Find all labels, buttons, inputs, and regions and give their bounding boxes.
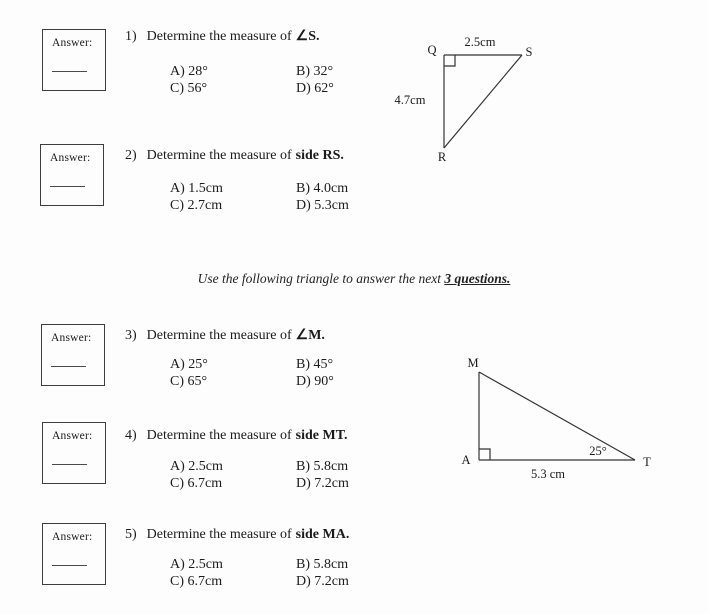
mat-vertex-m-label: M (467, 356, 479, 370)
qrs-vertex-s-label: S (525, 45, 533, 59)
option-q2-a: A) 1.5cm (170, 181, 223, 196)
question-1-target: ∠S. (295, 29, 320, 44)
qrs-left-side-label: 4.7cm (394, 93, 426, 107)
option-q4-a: A) 2.5cm (170, 459, 223, 474)
question-4-options (170, 459, 349, 492)
qrs-hypotenuse (444, 55, 522, 148)
option-q3-a: A) 25° (170, 357, 208, 372)
question-5-options (170, 557, 349, 590)
answer-box-q5 (42, 523, 106, 585)
question-2-text (125, 147, 344, 165)
answer-label: Answer: (51, 332, 92, 344)
question-1-text (125, 28, 320, 46)
answer-label: Answer: (52, 531, 93, 543)
section-instruction (0, 271, 708, 287)
qrs-vertex-r-label: R (437, 150, 447, 164)
answer-box-q1 (42, 29, 106, 91)
option-q3-b: B) 45° (296, 357, 334, 372)
triangle-mat-diagram (450, 352, 690, 482)
answer-box-q3 (41, 324, 105, 386)
option-q4-d: D) 7.2cm (296, 475, 349, 491)
mat-vertex-t-label: T (643, 455, 651, 469)
option-q1-d: D) 62° (296, 80, 334, 96)
option-q1-a: A) 28° (170, 64, 208, 79)
question-5-prompt: Determine the measure of (146, 527, 292, 542)
mat-angle-t-label: 25° (589, 444, 607, 458)
qrs-vertex-q-label: Q (427, 43, 437, 57)
question-1-prompt: Determine the measure of (146, 29, 292, 44)
question-5-text (125, 526, 349, 544)
answer-blank-line (51, 366, 86, 367)
answer-box-q2 (40, 144, 104, 206)
question-5-number: 5) (125, 527, 137, 542)
instruction-suffix: . (507, 271, 511, 286)
option-q5-a: A) 2.5cm (170, 557, 223, 572)
question-3-text (125, 327, 325, 345)
option-q4-b: B) 5.8cm (296, 459, 349, 474)
mat-vertex-a-label: A (461, 453, 471, 467)
question-2-options (170, 181, 349, 214)
question-2-target: side RS. (295, 148, 344, 163)
answer-blank-line (52, 71, 87, 72)
option-q5-d: D) 7.2cm (296, 573, 349, 589)
question-4-target: side MT. (295, 428, 348, 443)
instruction-emphasis: 3 questions (444, 271, 507, 286)
question-5-target: side MA. (295, 527, 350, 542)
answer-box-q4 (42, 422, 106, 484)
instruction-prefix: Use the following triangle to answer the next (197, 271, 445, 286)
option-q3-c: C) 65° (170, 373, 208, 389)
answer-blank-line (52, 565, 87, 566)
question-1-options (170, 64, 334, 97)
option-q5-c: C) 6.7cm (170, 573, 223, 589)
option-q2-c: C) 2.7cm (170, 197, 223, 213)
option-q1-c: C) 56° (170, 80, 208, 96)
question-1-number: 1) (125, 29, 137, 44)
qrs-top-side-label: 2.5cm (464, 35, 496, 49)
option-q2-b: B) 4.0cm (296, 181, 349, 196)
answer-blank-line (52, 464, 87, 465)
qrs-right-angle-marker (444, 55, 455, 66)
question-3-target: ∠M. (295, 328, 325, 343)
answer-label: Answer: (52, 430, 93, 442)
question-4-prompt: Determine the measure of (146, 428, 292, 443)
question-3-options (170, 357, 334, 390)
option-q3-d: D) 90° (296, 373, 334, 389)
mat-right-angle-marker (479, 449, 490, 460)
answer-label: Answer: (52, 37, 93, 49)
question-3-number: 3) (125, 328, 137, 343)
option-q1-b: B) 32° (296, 64, 334, 79)
mat-bottom-side-label: 5.3 cm (530, 467, 566, 481)
question-4-text (125, 427, 348, 445)
question-2-number: 2) (125, 148, 137, 163)
answer-blank-line (50, 186, 85, 187)
question-2-prompt: Determine the measure of (146, 148, 292, 163)
answer-label: Answer: (50, 152, 91, 164)
triangle-qrs-diagram (392, 28, 572, 168)
question-4-number: 4) (125, 428, 137, 443)
option-q5-b: B) 5.8cm (296, 557, 349, 572)
option-q4-c: C) 6.7cm (170, 475, 223, 491)
mat-hypotenuse (479, 372, 635, 460)
question-3-prompt: Determine the measure of (146, 328, 292, 343)
option-q2-d: D) 5.3cm (296, 197, 349, 213)
